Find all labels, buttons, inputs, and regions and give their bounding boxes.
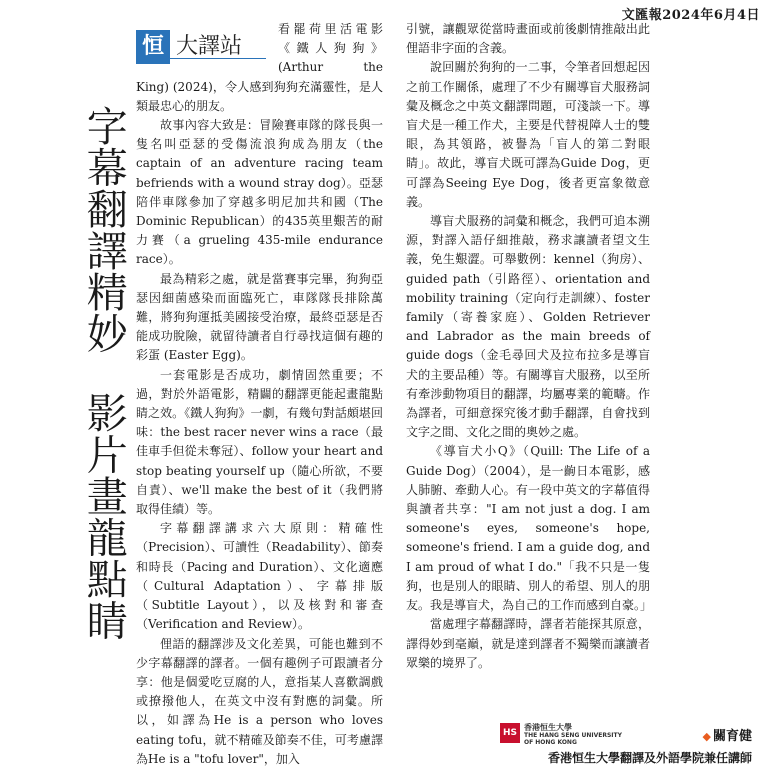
author: [703, 725, 752, 744]
byline: [500, 723, 760, 767]
university-name-cn: 香港恒生大學: [524, 723, 572, 732]
paragraph: 故事內容大致是：冒險賽車隊的隊長與一隻名叫亞瑟的受傷流浪狗成為朋友（the captain of an adventure racing team befriends with a wound stray dog）。亞瑟陪伴車隊參加了穿越多明尼加共和國（The Dominic Republican）的435英里艱苦的耐力賽（a grueling 435-mile endurance race）。: [136, 118, 383, 267]
paragraph: 俚語的翻譯涉及文化差異，可能也難到不少字幕翻譯的譯者。一個有趣例子可跟讀者分享：他是個愛吃豆腐的人，意指某人喜歡調戲或撩撥他人，在英文中沒有對應的詞彙。所以，如譯為He is a person who loves eating tofu，就不精確及節奏不佳，可考慮譯為He is a "tofu lover"，加入: [136, 636, 383, 766]
paragraph: 看罷荷里活電影《鐵人狗狗》(Arthur the King) (2024)，令人感到狗狗充滿靈性，是人類最忠心的朋友。: [136, 22, 383, 113]
column-logo-char: 恒: [136, 30, 170, 64]
column-name: 大譯站: [176, 34, 243, 60]
university-name: [524, 723, 622, 746]
headline-line1: 字幕翻譯精妙: [79, 105, 128, 354]
diamond-icon: ◆: [702, 730, 711, 743]
paragraph: 最為精彩之處，就是當賽事完畢，狗狗亞瑟因細菌感染而面臨死亡，車隊隊長排除萬難，將狗狗運抵美國接受治療，最終亞瑟是否能成功脫險，就留待讀者自行尋找這個有趣的彩蛋 (Easter Egg)。: [136, 271, 383, 363]
paragraph: 說回關於狗狗的一二事，令筆者回想起因之前工作關係，處理了不少有關導盲犬服務詞彙及概念之中英文翻譯問題，可淺談一下。導盲犬是一種工作犬，主要是代替視障人士的雙眼，為其領路，被譽為「盲人的第二對眼睛」。故此，導盲犬既可譯為Guide Dog，更可譯為Seeing Eye Dog，後者更富象徵意義。: [406, 60, 650, 209]
paragraph: 當處理字幕翻譯時，譯者若能探其原意，譯得妙到毫巔，就是達到譯者不獨樂而讓讀者眾樂的境界了。: [406, 617, 650, 670]
author-name: 關育健: [712, 729, 752, 744]
headline-line2: 影片畫龍點睛: [79, 392, 128, 641]
university-name-en-2: OF HONG KONG: [524, 739, 577, 746]
university-name-en-1: THE HANG SENG UNIVERSITY: [524, 732, 622, 739]
paragraph: 字幕翻譯講求六大原則：精確性（Precision）、可讀性（Readability）、節奏和時長（Pacing and Duration）、文化適應（Cultural Adaptation）、字幕排版（Subtitle Layout），以及核對和審查（Verification and Review）。: [136, 521, 383, 632]
author-affiliation: 香港恒生大學翻譯及外語學院兼任講師: [547, 751, 752, 765]
paragraph: 一套電影是否成功，劇情固然重要；不過，對於外語電影，精闢的翻譯更能起畫龍點睛之效。《鐵人狗狗》一劇，有幾句對話頗堪回味：the best racer never wins a race（最佳車手但從未奪冠）、follow your heart and stop beating yourself up（隨心所欲，不要自責）、we'll make the best of it（我們將取得佳績）等。: [136, 367, 383, 517]
column-logo: [136, 20, 274, 74]
paragraph: 引號，讓觀眾從當時畫面或前後劇情推敲出此俚語非字面的含義。: [406, 22, 650, 56]
university-logo-icon: HS: [500, 723, 520, 743]
dateline: 文匯報2024年6月4日: [621, 8, 760, 23]
paragraph: 導盲犬服務的詞彙和概念，我們可追本溯源，對譯入語仔細推敲，務求讓讀者望文生義，免生艱澀。可舉數例：kennel（狗房）、guided path（引路徑）、orientation and mobility training（定向行走訓練）、foster family（寄養家庭）、Golden Retriever and Labrador as the main breeds of guide dogs（金毛尋回犬及拉布拉多是導盲犬的主要品種）等。有關導盲犬服務，以至所有牽涉動物項目的翻譯，均屬專業的範疇。作為譯者，可細意探究後才動手翻譯，自會找到文字之間、文化之間的奧妙之處。: [406, 214, 650, 440]
article-column-2: [406, 20, 653, 740]
article-column-1: [136, 20, 383, 766]
headline: [78, 105, 128, 641]
paragraph: 《導盲犬小Q》（Quill: The Life of a Guide Dog）（2004），是一齣日本電影，感人肺腑、牽動人心。有一段中英文的字幕值得與讀者共享："I am not just a dog. I am someone's eyes, someone's hope, someone's friend. I am a guide dog, and I am proud of what I do."「我不只是一隻狗，也是別人的眼睛、別人的希望、別人的朋友。我是導盲犬，為自己的工作而感到自豪。」: [406, 444, 653, 613]
